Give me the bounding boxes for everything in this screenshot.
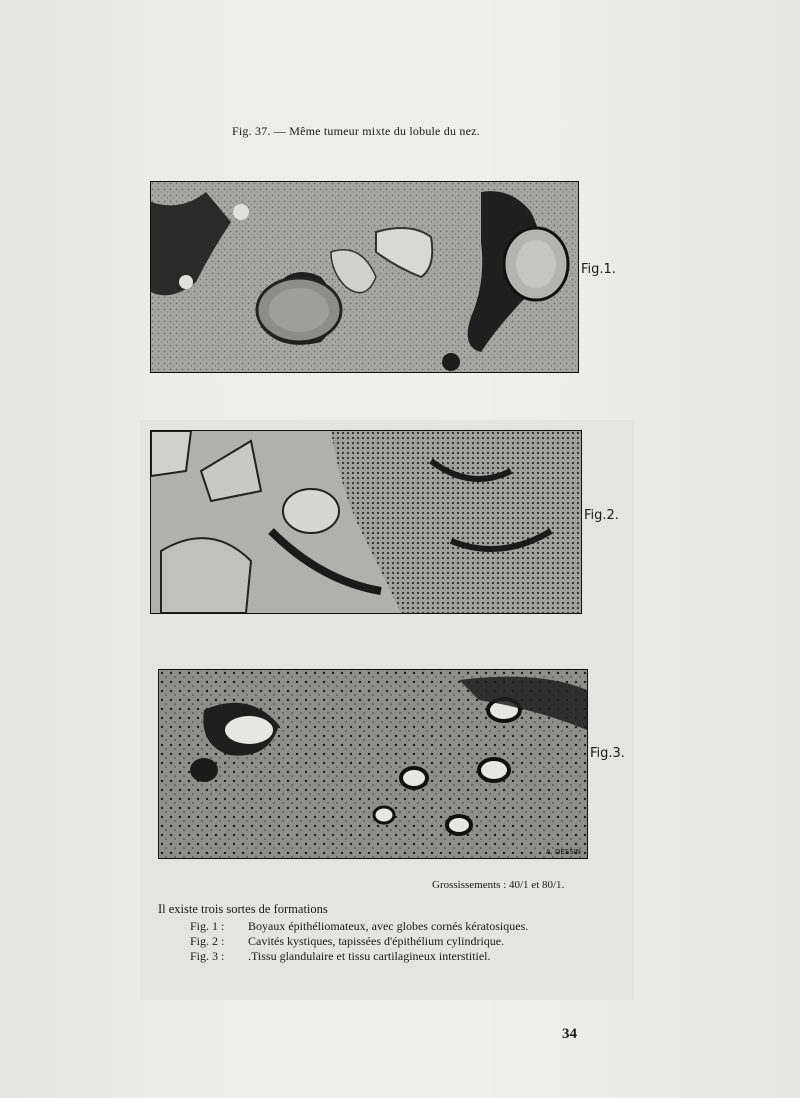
legend-item-1-text: Boyaux épithéliomateux, avec globes cornés kératosiques.: [248, 919, 529, 933]
figure-1-micrograph: [150, 181, 579, 373]
figure-3-label: Fig.3.: [590, 746, 625, 761]
legend-item-2-text: Cavités kystiques, tapissées d'épithélium cylindrique.: [248, 934, 505, 948]
figure-caption: Fig. 37. — Même tumeur mixte du lobule du nez.: [232, 124, 480, 138]
artist-signature: A. DESSIN: [545, 848, 581, 856]
magnification-note: Grossissements : 40/1 et 80/1.: [432, 879, 565, 891]
figure-3-micrograph: [158, 669, 588, 859]
figure-1-label: Fig.1.: [581, 262, 616, 277]
legend-item-3-text: .Tissu glandulaire et tissu cartilagineux interstitiel.: [248, 949, 491, 963]
legend-item-2-label: Fig. 2 :: [190, 934, 225, 948]
figure-2-label: Fig.2.: [584, 508, 619, 523]
page-number: 34: [562, 1026, 577, 1042]
legend-item-1: [190, 919, 528, 934]
legend-item-2: [190, 934, 504, 949]
legend-item-3: [190, 949, 491, 964]
figure-2-micrograph: [150, 430, 582, 614]
legend-item-1-label: Fig. 1 :: [190, 919, 225, 933]
legend-intro: Il existe trois sortes de formations: [158, 902, 328, 916]
legend-item-3-label: Fig. 3 :: [190, 949, 225, 963]
